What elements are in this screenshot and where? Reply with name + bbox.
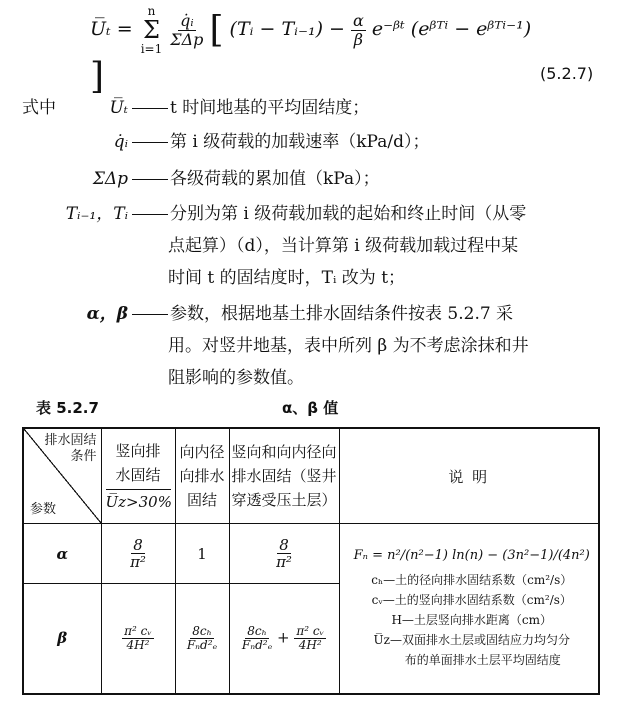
- table-header-row: [23, 428, 599, 524]
- bracket-close: ]: [90, 56, 105, 97]
- alpha-c1: $\frac{8}{\text{π²}}$: [101, 524, 175, 584]
- parameter-table: [22, 427, 600, 695]
- def-text-t-cont1: 点起算）（d），当计算第 i 级荷载加载过程中某: [168, 236, 519, 256]
- fraction-alpha-beta: [351, 12, 366, 48]
- def-text-t-cont2: 时间 t 的固结度时，Tᵢ 改为 t；: [168, 268, 406, 288]
- bracket-open: [: [209, 9, 224, 51]
- dash: [132, 214, 168, 215]
- col-header-notes: 说 明: [339, 428, 599, 524]
- corner-bottom: 参数: [30, 502, 57, 517]
- fn-formula: Fₙ = n²/(n²−1) ln(n) − (3n²−1)/(4n²): [353, 548, 590, 564]
- col-header-combined: 竖向和向内径向 排水固结（竖井 穿透受压土层）: [229, 428, 339, 524]
- beta-c1: $\frac{\text{π² cᵥ}}{\text{4H²}}$: [101, 584, 175, 694]
- note-uz: U̅z—双面排水土层或固结应力均匀分: [373, 633, 570, 648]
- def-symbol-alpha-beta: α，β: [86, 304, 128, 324]
- col-header-radial: 向内径 向排水 固结: [175, 428, 229, 524]
- sum-top: n: [147, 4, 156, 18]
- dash: [132, 108, 168, 109]
- alpha-c2: 1: [175, 524, 229, 584]
- dash: [132, 142, 168, 143]
- param-beta: β: [23, 584, 101, 694]
- def-text-sum: 各级荷载的累加值（kPa）；: [130, 163, 380, 195]
- col1-sub: U̅z>30%: [106, 489, 171, 514]
- def-symbol-t: Tᵢ₋₁，Tᵢ: [65, 204, 128, 224]
- summation: [141, 4, 163, 56]
- notes-cell: [339, 524, 599, 694]
- dash: [132, 314, 168, 315]
- def-symbol-ut: U̅ₜ: [109, 98, 128, 118]
- frac2-den: β: [353, 29, 364, 49]
- formula-lhs: U̅ₜ =: [90, 18, 133, 40]
- def-text-ut: t 时间地基的平均固结度；: [130, 92, 369, 124]
- sum-bottom: i=1: [140, 42, 163, 56]
- note-cv: cᵥ—土的竖向排水固结系数（cm²/s）: [371, 593, 572, 608]
- frac1-num: q̇ᵢ: [180, 10, 194, 30]
- table-row-alpha: [23, 524, 599, 584]
- note-h: H—土层竖向排水距离（cm）: [391, 613, 553, 628]
- def-text-q: 第 i 级荷载的加载速率（kPa/d）；: [130, 126, 429, 158]
- corner-top: 排水固结条件: [44, 433, 97, 464]
- term1: (Tᵢ − Tᵢ₋₁) −: [229, 18, 345, 40]
- sum-sign: Σ: [143, 16, 160, 44]
- def-symbol-q: q̇ᵢ: [113, 132, 128, 152]
- col-header-vertical: 竖向排 水固结 U̅z>30%: [101, 428, 175, 524]
- equation-number: (5.2.7): [540, 64, 594, 83]
- frac2-num: α: [353, 10, 364, 30]
- def-text-alpha-beta: 参数，根据地基土排水固结条件按表 5.2.7 采: [130, 298, 513, 330]
- beta-c3: $\frac{\text{8cₕ}}{\text{Fₙd²ₑ}}$ + $\frac{\text{π² cᵥ}}{\text{4H²}}$: [229, 584, 339, 694]
- where-label: 式中: [22, 98, 56, 118]
- fraction-rate: [170, 12, 203, 48]
- table-title: α、β 值: [282, 399, 339, 417]
- beta-c2: $\frac{\text{8cₕ}}{\text{Fₙd²ₑ}}$: [175, 584, 229, 694]
- def-text-t: 分别为第 i 级荷载加载的起始和终止时间（从零: [130, 198, 526, 230]
- note-ch: cₕ—土的径向排水固结系数（cm²/s）: [371, 573, 573, 588]
- note-uz-cont: 布的单面排水土层平均固结度: [404, 653, 561, 668]
- frac1-den: ΣΔp: [170, 29, 204, 49]
- main-formula: [90, 4, 550, 97]
- def-text-ab-cont2: 阻影响的参数值。: [168, 368, 304, 388]
- alpha-c3: $\frac{8}{\text{π²}}$: [229, 524, 339, 584]
- def-symbol-sum: ΣΔp: [92, 169, 128, 189]
- term2: e⁻ᵝᵗ (eᵝᵀⁱ − eᵝᵀⁱ⁻¹): [371, 18, 532, 40]
- corner-cell: [23, 428, 101, 524]
- dash: [132, 179, 168, 180]
- table-label: 表 5.2.7: [36, 399, 99, 417]
- def-text-ab-cont1: 用。对竖井地基，表中所列 β 为不考虑涂抹和井: [168, 336, 529, 356]
- param-alpha: α: [23, 524, 101, 584]
